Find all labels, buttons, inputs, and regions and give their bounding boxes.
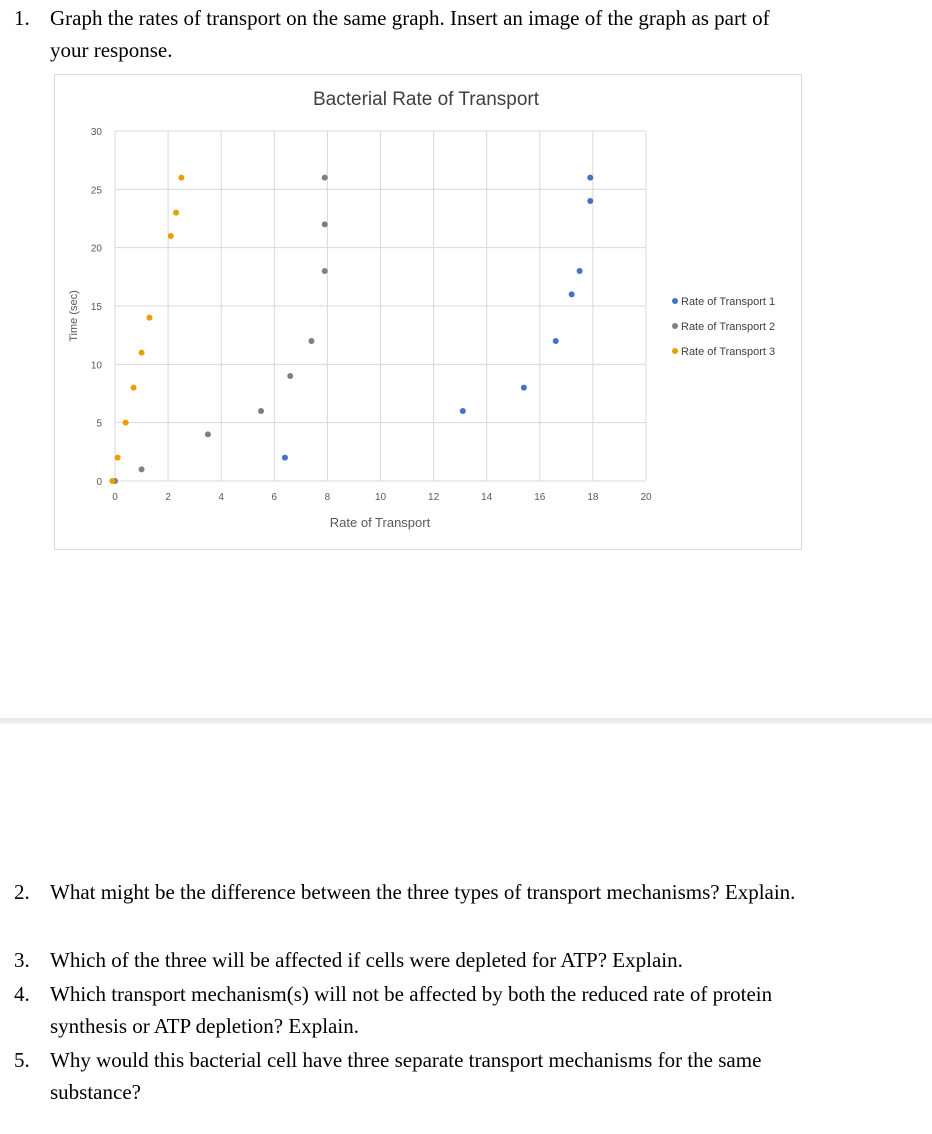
x-tick-label: 8 — [324, 492, 331, 503]
y-tick-label: 25 — [90, 185, 102, 197]
question-5-number: 5. — [14, 1048, 30, 1072]
x-tick-label: 18 — [587, 492, 599, 503]
question-4-number: 4. — [14, 982, 30, 1006]
x-tick-label: 0 — [112, 492, 118, 503]
x-tick-label: 12 — [428, 492, 440, 503]
data-point — [168, 233, 174, 239]
data-point — [109, 478, 115, 484]
legend — [672, 296, 775, 358]
x-tick-label: 20 — [640, 492, 652, 503]
x-tick-label: 4 — [218, 492, 224, 503]
legend-marker — [672, 323, 678, 329]
y-tick-label: 15 — [90, 302, 102, 313]
data-point — [282, 455, 288, 461]
chart-title: Bacterial Rate of Transport — [313, 89, 539, 110]
data-point — [147, 315, 153, 321]
x-tick-label: 16 — [534, 492, 546, 503]
x-axis-label: Rate of Transport — [329, 515, 431, 530]
chart-image — [54, 74, 802, 550]
y-tick-label: 20 — [90, 243, 102, 255]
data-point — [587, 175, 593, 181]
question-1-number: 1. — [14, 6, 30, 30]
legend-entry: Rate of Transport 2 — [681, 321, 776, 333]
data-point — [173, 210, 179, 216]
question-4-text: Which transport mechanism(s) will not be affected by both the reduced rate of protein synthesis or ATP depletion? Explain. — [50, 982, 773, 1038]
y-axis-label: Time (sec) — [68, 290, 80, 342]
tick-labels — [91, 127, 652, 503]
data-point — [587, 198, 593, 204]
y-tick-label: 30 — [90, 127, 102, 138]
scatter-chart — [55, 75, 801, 549]
data-point — [258, 408, 264, 414]
question-2-number: 2. — [14, 880, 30, 904]
question-5-text: Why would this bacterial cell have three separate transport mechanisms for the same substance? — [50, 1048, 762, 1104]
data-point — [577, 268, 583, 274]
data-point — [139, 350, 145, 356]
data-point — [322, 221, 328, 227]
legend-marker — [672, 348, 678, 354]
data-points — [109, 175, 593, 484]
data-point — [322, 175, 328, 181]
data-point — [123, 420, 129, 426]
data-point — [460, 408, 466, 414]
data-point — [115, 455, 121, 461]
data-point — [308, 338, 314, 344]
data-point — [569, 291, 575, 297]
data-point — [178, 175, 184, 181]
section-divider — [0, 718, 932, 724]
data-point — [553, 338, 559, 344]
data-point — [521, 385, 527, 391]
y-tick-label: 10 — [90, 360, 102, 372]
gridlines — [115, 131, 646, 481]
question-3-text: Which of the three will be affected if cells were depleted for ATP? Explain. — [50, 948, 683, 972]
x-tick-label: 6 — [271, 492, 278, 503]
y-tick-label: 5 — [96, 418, 102, 430]
data-point — [205, 431, 211, 437]
question-3-number: 3. — [14, 948, 30, 972]
y-tick-label: 0 — [96, 477, 102, 488]
x-tick-label: 2 — [165, 492, 171, 503]
data-point — [287, 373, 293, 379]
legend-entry: Rate of Transport 3 — [681, 346, 776, 358]
x-tick-label: 14 — [481, 492, 493, 503]
question-1-text: Graph the rates of transport on the same graph. Insert an image of the graph as part of your response. — [50, 6, 770, 62]
legend-entry: Rate of Transport 1 — [681, 296, 776, 308]
data-point — [139, 466, 145, 472]
question-2-text: What might be the difference between the three types of transport mechanisms? Explain. — [50, 880, 796, 904]
data-point — [131, 385, 137, 391]
legend-marker — [672, 298, 678, 304]
data-point — [322, 268, 328, 274]
x-tick-label: 10 — [374, 492, 387, 503]
